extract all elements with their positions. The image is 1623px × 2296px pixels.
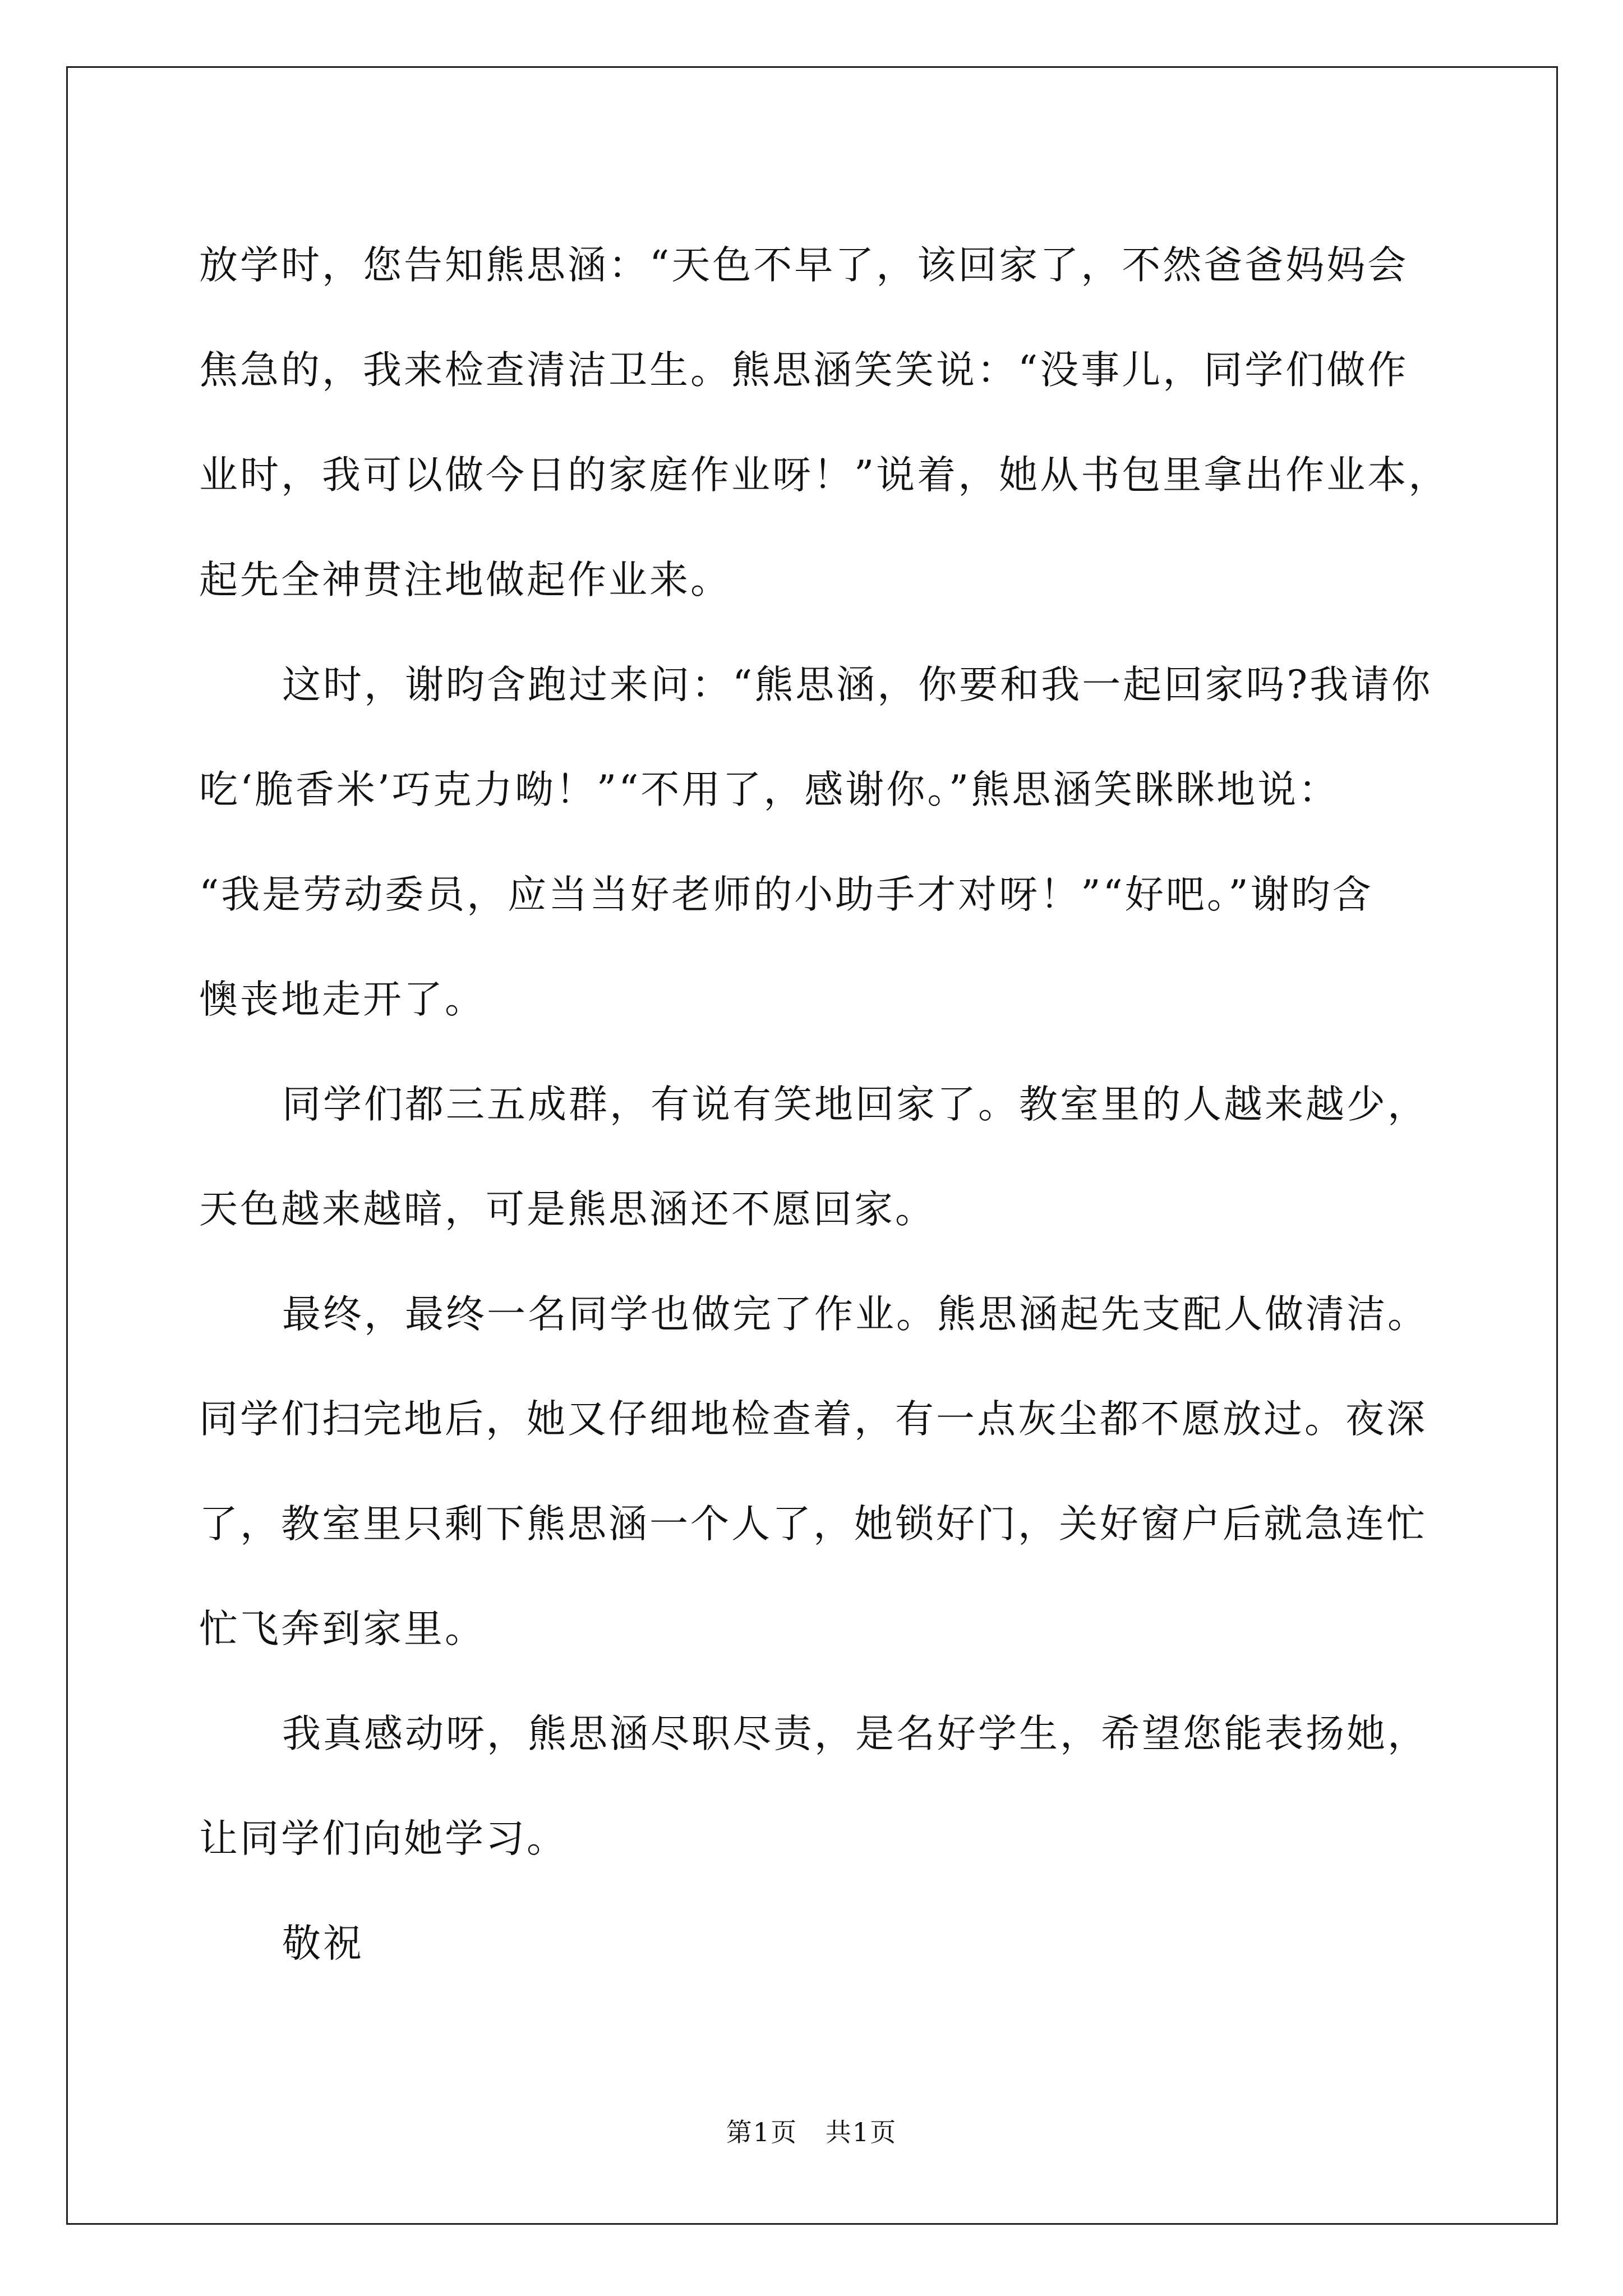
text-line: 吃‘脆香米’巧克力呦！”“不用了，感谢你。”熊思涵笑眯眯地说： xyxy=(199,767,1340,812)
text-line: 忙飞奔到家里。 xyxy=(199,1607,486,1651)
text-line: 懊丧地走开了。 xyxy=(199,977,486,1022)
text-line: 让同学们向她学习。 xyxy=(199,1816,568,1861)
text-line: 业时，我可以做今日的家庭作业呀！”说着，她从书包里拿出作业本， xyxy=(199,453,1450,498)
text-line: 了，教室里只剩下熊思涵一个人了，她锁好门，关好窗户后就急连忙 xyxy=(199,1502,1427,1547)
text-line: 放学时，您告知熊思涵：“天色不早了，该回家了，不然爸爸妈妈会 xyxy=(199,243,1409,288)
text-line: 同学们都三五成群，有说有笑地回家了。教室里的人越来越少， xyxy=(282,1082,1428,1127)
paragraph-5 xyxy=(199,1682,1433,1892)
text-line: 天色越来越暗，可是熊思涵还不愿回家。 xyxy=(199,1187,936,1232)
document-body xyxy=(199,213,1450,1996)
paragraph-4 xyxy=(199,1262,1433,1682)
text-line: “我是劳动委员，应当当好老师的小助手才对呀！”“好吧。”谢昀含 xyxy=(199,872,1373,917)
page-footer: 第1页 共1页 xyxy=(726,2117,897,2147)
paragraph-3 xyxy=(199,1052,1433,1262)
text-line: 敬祝 xyxy=(282,1921,364,1966)
text-line: 焦急的，我来检查清洁卫生。熊思涵笑笑说：“没事儿，同学们做作 xyxy=(199,348,1409,393)
text-line: 同学们扫完地后，她又仔细地检查着，有一点灰尘都不愿放过。夜深 xyxy=(199,1397,1427,1442)
text-line: 我真感动呀，熊思涵尽职尽责，是名好学生，希望您能表扬她， xyxy=(282,1711,1428,1756)
text-line: 起先全神贯注地做起作业来。 xyxy=(199,558,731,602)
paragraph-1 xyxy=(199,213,1450,633)
paragraph-2 xyxy=(199,633,1433,1052)
paragraph-6 xyxy=(199,1892,1433,1996)
text-line: 最终，最终一名同学也做完了作业。熊思涵起先支配人做清洁。 xyxy=(282,1292,1428,1337)
text-line: 这时，谢昀含跑过来问：“熊思涵，你要和我一起回家吗?我请你 xyxy=(282,662,1433,707)
